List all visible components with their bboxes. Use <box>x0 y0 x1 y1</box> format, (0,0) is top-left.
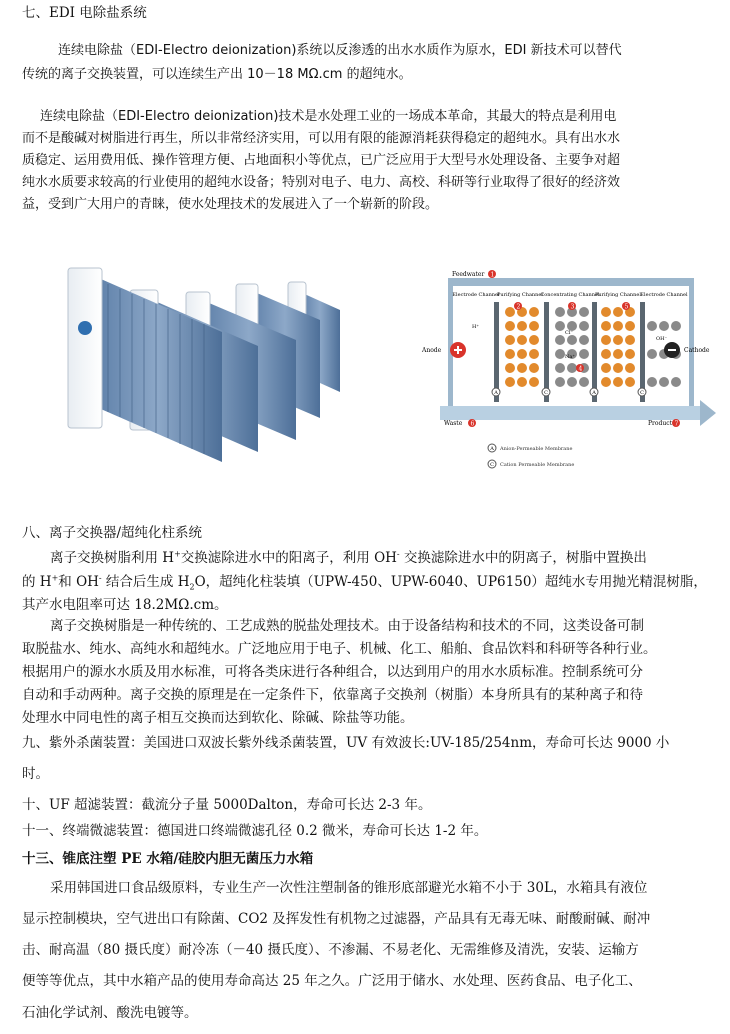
edi-principle-diagram <box>420 270 720 486</box>
ion-label-na: Na⁺ <box>565 354 575 360</box>
section7-p1-line1: 连续电除盐（EDI-Electro deionization)系统以反渗透的出水水质作为原水，EDI 新技术可以替代 <box>58 43 622 58</box>
membrane-tag-c-1: C <box>544 390 548 396</box>
section8-p2-line2: 取脱盐水、纯水、高纯水和超纯水。广泛地应用于电子、机械、化工、船舶、食品饮料和科研等各种行业。 <box>22 641 657 657</box>
section13-heading: 十三、锥底注塑 PE 水箱/硅胶内胆无菌压力水箱 <box>22 851 314 867</box>
step-number-2: 2 <box>516 303 521 311</box>
section7-p2-line4: 纯水水质要求较高的行业使用的超纯水设备；特别对电子、电力、高校、科研等行业取得了很好的经济效 <box>22 175 621 190</box>
edi-modules-photo <box>58 262 358 472</box>
legend-anion: Anion-Permeable Membrane <box>500 446 573 452</box>
step-number-3: 3 <box>570 303 575 311</box>
section13-line4: 便等等优点，其中水箱产品的使用寿命高达 25 年之久。广泛用于储水、水处理、医药食品、电子化工、 <box>22 973 642 989</box>
section8-p2-line4: 自动和手动两种。离子交换的原理是在一定条件下，依靠离子交换剂（树脂）本身所具有的某种离子和待 <box>22 687 643 703</box>
anode-electrode <box>450 342 466 358</box>
legend-c-tag: C <box>490 462 494 468</box>
product-step-number: 7 <box>674 420 679 428</box>
section7-p2-line2: 而不是酸碱对树脂进行再生，所以非常经济实用，可以用有限的能源消耗获得稳定的超纯水。具有出水水 <box>22 131 621 146</box>
channel-label-2: Purifying Channel <box>497 292 543 298</box>
section7-p2-line3: 质稳定、运用费用低、操作管理方便、占地面积小等优点，已广泛应用于大型号水处理设备、主要争对超 <box>22 153 621 168</box>
section8-p2-line5: 处理水中同电性的离子相互交换而达到软化、除碱、除盐等功能。 <box>22 710 414 726</box>
membrane-tag-a-1: A <box>494 390 498 396</box>
waste-step-number: 6 <box>470 420 475 428</box>
section9-line2: 时。 <box>22 766 49 782</box>
section8-p1-line1: 离子交换树脂利用 H+交换滤除进水中的阳离子，利用 OH- 交换滤除进水中的阴离子，树脂中置换出 <box>50 549 647 566</box>
waste-label: Waste <box>444 420 463 427</box>
section13-line5: 石油化学试剂、酸洗电镀等。 <box>22 1005 198 1021</box>
cathode-electrode <box>664 342 680 358</box>
membrane-tag-a-2: A <box>592 390 596 396</box>
section9-line1: 九、紫外杀菌装置：美国进口双波长紫外线杀菌装置，UV 有效波长:UV-185/254nm，寿命可长达 9000 小 <box>22 735 670 751</box>
step-number-5: 5 <box>624 303 629 311</box>
channel-label-4: Purifying Channel <box>595 292 641 298</box>
ion-label-oh: OH⁻ <box>656 336 668 342</box>
product-label: Product <box>648 420 672 427</box>
section13-line3: 击、耐高温（80 摄氏度）耐冷冻（－40 摄氏度）、不渗漏、不易老化、无需维修及清洗，安装、运输方 <box>22 942 639 958</box>
feedwater-label: Feedwater <box>452 271 485 278</box>
feed-step-number: 1 <box>490 271 495 279</box>
section8-p1-line3: 其产水电阻率可达 18.2MΩ.cm。 <box>22 597 228 613</box>
channel-label-5: Electrode Channel <box>640 292 688 298</box>
section8-heading: 八、离子交换器/超纯化柱系统 <box>22 525 203 541</box>
section10-line: 十、UF 超滤装置：截流分子量 5000Dalton，寿命可长达 2-3 年。 <box>22 797 432 813</box>
legend-cation: Cation Permeable Membrane <box>500 462 575 468</box>
section13-line2: 显示控制模块，空气进出口有除菌、CO2 及挥发性有机物之过滤器，产品具有无毒无味、耐酸耐碱、耐冲 <box>22 911 651 927</box>
section7-p2-line1: 连续电除盐（EDI-Electro deionization)技术是水处理工业的一场成本革命，其最大的特点是利用电 <box>40 109 617 124</box>
section11-line: 十一、终端微滤装置：德国进口终端微滤孔径 0.2 微米，寿命可长达 1-2 年。 <box>22 823 488 839</box>
section8-p1-line2: 的 H+和 OH- 结合后生成 $H_2O$，超纯化柱装填（UPW-450、UPW-6040、UP6150）超纯水专用抛光精混树脂， <box>22 573 707 592</box>
step-number-4: 4 <box>578 365 583 373</box>
section7-heading: 七、EDI 电除盐系统 <box>22 5 147 21</box>
channel-label-3: Concentrating Channel <box>540 292 600 298</box>
section8-p2-line3: 根据用户的源水水质及用水标准，可将各类床进行各种组合，以达到用户的用水水质标准。控制系统可分 <box>22 664 643 680</box>
legend-a-tag: A <box>490 446 494 452</box>
section7-p2-line5: 益，受到广大用户的青睐，使水处理技术的发展进入了一个崭新的阶段。 <box>22 197 439 212</box>
ion-label-cl: Cl⁻ <box>565 330 574 336</box>
section13-line1: 采用韩国进口食品级原料，专业生产一次性注塑制备的锥形底部避光水箱不小于 30L，水箱具有液位 <box>50 880 648 896</box>
channel-label-1: Electrode Channel <box>452 292 500 298</box>
section8-p2-line1: 离子交换树脂是一种传统的、工艺成熟的脱盐处理技术。由于设备结构和技术的不同，这类设备可制 <box>50 618 644 634</box>
membrane-tag-c-2: C <box>640 390 644 396</box>
cathode-label: Cathode <box>684 347 710 354</box>
section7-p1-line2: 传统的离子交换装置，可以连续生产出 10－18 MΩ.cm 的超纯水。 <box>22 67 412 82</box>
ion-label-h: H⁺ <box>472 324 479 330</box>
anode-label: Anode <box>422 347 442 354</box>
